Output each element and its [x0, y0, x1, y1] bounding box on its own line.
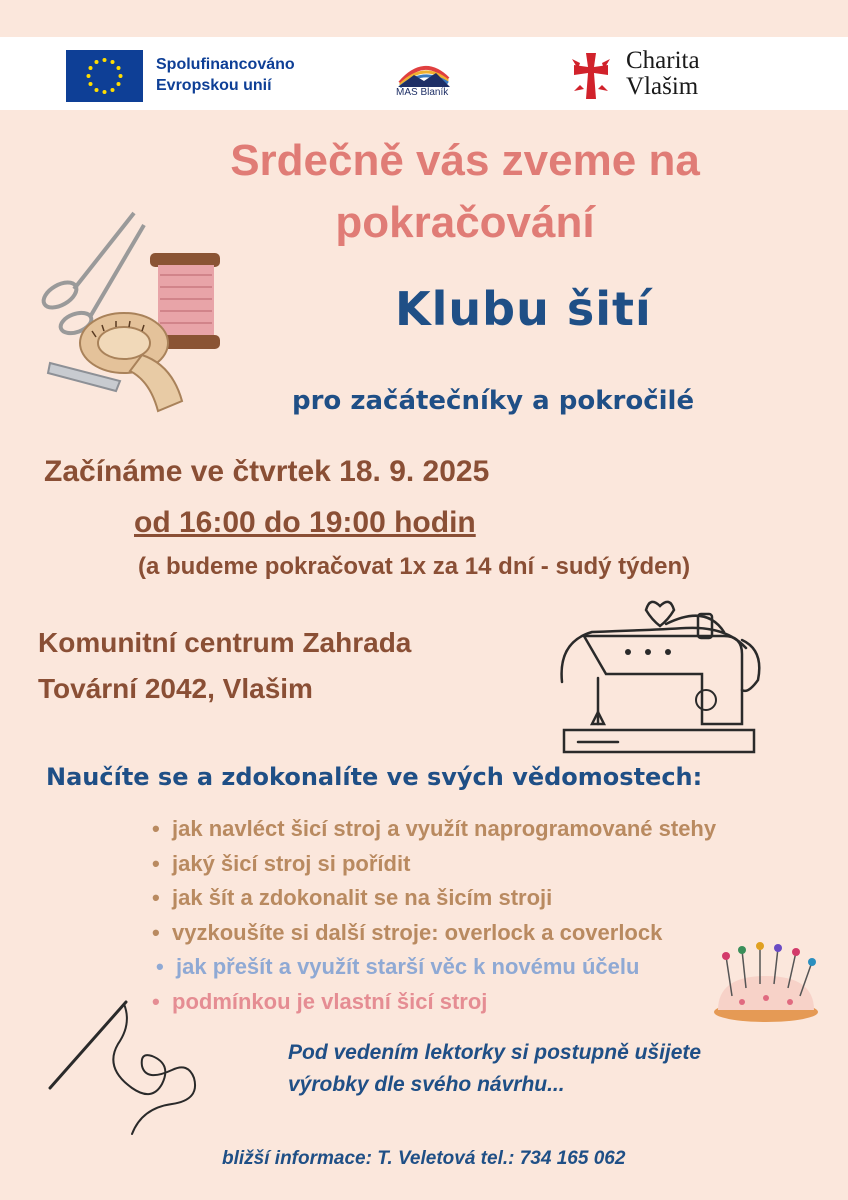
club-title: Klubu šití	[395, 282, 652, 336]
list-item-text: podmínkou je vlastní šicí stroj	[172, 988, 488, 1014]
list-item-text: jak šít a zdokonalit se na šicím stroji	[172, 885, 553, 910]
charita-line2: Vlašim	[626, 73, 699, 100]
list-item-text: jaký šicí stroj si pořídit	[172, 850, 411, 876]
title-line2: pokračování	[335, 198, 595, 247]
charita-vlasim-label	[626, 48, 700, 100]
invitation-title	[150, 130, 780, 254]
lector-note	[288, 1037, 701, 1101]
lector-line1: Pod vedením lektorky si postupně ušijete	[288, 1041, 702, 1064]
charita-line1: Charita	[626, 47, 700, 74]
frequency-note: (a budeme pokračovat 1x za 14 dní - sudý týden)	[138, 553, 691, 580]
list-item: • jak přešít a využít starší věc k novému účelu	[156, 954, 640, 979]
learn-heading: Naučíte se a zdokonalíte ve svých vědomostech:	[46, 763, 703, 791]
start-date: Začínáme ve čtvrtek 18. 9. 2025	[44, 455, 490, 488]
venue-address: Tovární 2042, Vlašim	[38, 673, 313, 704]
list-item-text: jak přešít a využít starší věc k novému účelu	[176, 954, 640, 979]
list-item: • vyzkoušíte si další stroje: overlock a coverlock	[152, 919, 663, 945]
eu-label-line1: Spolufinancováno	[156, 56, 295, 73]
logo-header	[0, 37, 848, 110]
lector-line2: výrobky dle svého návrhu...	[288, 1073, 565, 1096]
list-item: • jak šít a zdokonalit se na šicím stroji	[152, 885, 553, 910]
list-item-text: vyzkoušíte si další stroje: overlock a coverlock	[172, 919, 663, 945]
list-item: • podmínkou je vlastní šicí stroj	[152, 988, 488, 1014]
venue-name: Komunitní centrum Zahrada	[38, 627, 412, 658]
eu-flag-icon	[66, 50, 143, 102]
charita-cross-icon	[566, 51, 616, 101]
eu-label-line2: Evropskou unií	[156, 77, 272, 94]
sewing-machine-illustration	[558, 590, 768, 760]
club-subtitle: pro začátečníky a pokročilé	[292, 386, 695, 416]
eu-cofinanced-label	[156, 54, 295, 96]
list-item: • jaký šicí stroj si pořídit	[152, 850, 411, 876]
sewing-supplies-illustration	[32, 205, 228, 417]
title-line1: Srdečně vás zveme na	[230, 136, 700, 185]
list-item-text: jak navléct šicí stroj a využít naprogramované stehy	[172, 816, 717, 841]
list-item: • jak navléct šicí stroj a využít naprogramované stehy	[152, 816, 717, 841]
pincushion-illustration	[708, 940, 824, 1024]
contact-info: bližší informace: T. Veletová tel.: 734 165 062	[222, 1148, 626, 1169]
mas-blanik-label: MAS Blaník	[396, 87, 449, 98]
needle-thread-heart-illustration	[44, 996, 204, 1136]
event-time: od 16:00 do 19:00 hodin	[134, 506, 476, 539]
